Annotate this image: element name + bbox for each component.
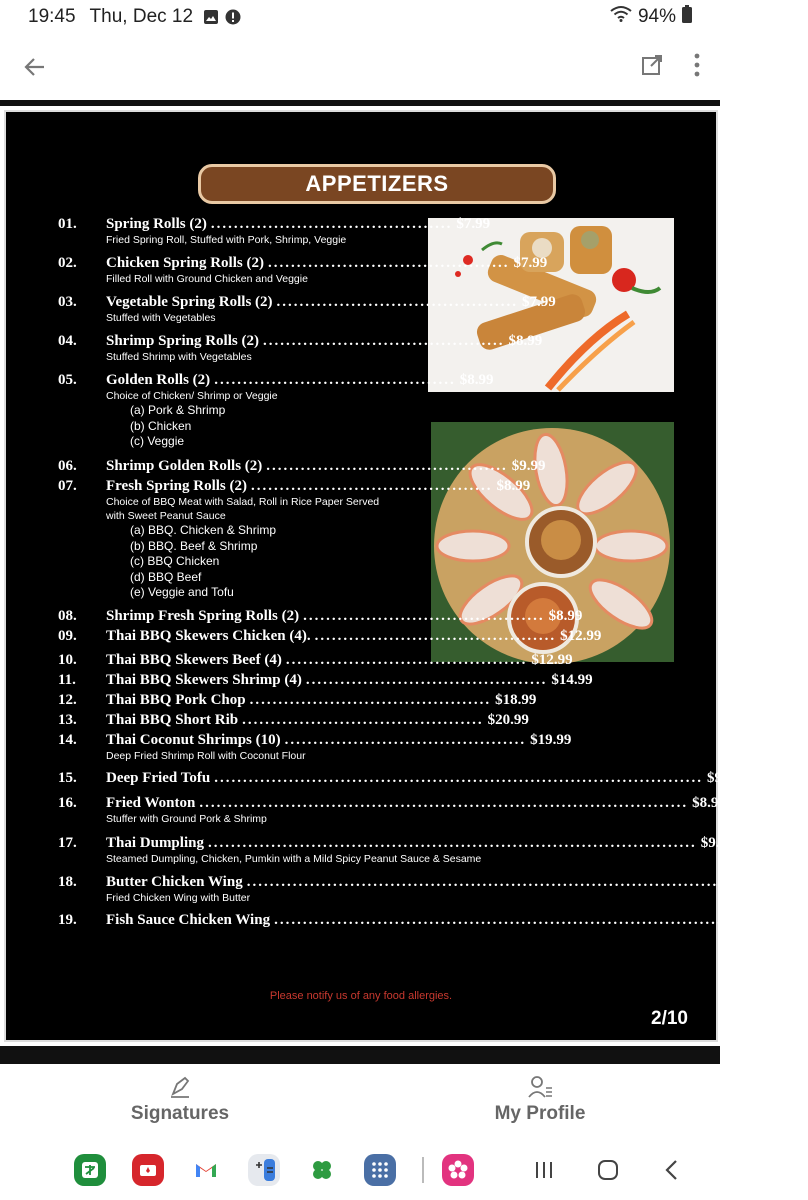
menu-item: 08. Shrimp Fresh Spring Rolls (2) .......................................... $8.99 — [58, 608, 583, 624]
item-name: Fried Wonton — [106, 795, 196, 811]
item-name: Thai Coconut Shrimps (10) — [106, 732, 281, 748]
item-price: $7.99 — [513, 255, 548, 271]
menu-item: 18. Butter Chicken Wing ..................................................................................... $13.99 Fried Chicken Wing with Butter — [58, 874, 781, 904]
item-description: Stuffed with Vegetables — [106, 312, 216, 324]
item-number: 11. — [58, 672, 76, 688]
item-name: Golden Rolls (2) — [106, 372, 211, 388]
item-number: 13. — [58, 712, 77, 728]
item-name: Butter Chicken Wing — [106, 874, 243, 890]
item-name: Deep Fried Tofu — [106, 770, 211, 786]
item-price: $8.99 — [692, 795, 726, 811]
item-option: (d) BBQ Beef — [130, 569, 202, 584]
item-price: $13.99 — [739, 874, 781, 890]
item-number: 02. — [58, 255, 77, 271]
open-external-button[interactable] — [640, 53, 664, 82]
wifi-icon — [610, 6, 632, 28]
item-name: Thai BBQ Skewers Chicken (4). — [106, 628, 311, 644]
item-name: Shrimp Fresh Spring Rolls (2) — [106, 608, 300, 624]
item-name: Thai BBQ Skewers Beef (4) — [106, 652, 282, 668]
item-name: Thai BBQ Skewers Shrimp (4) — [106, 672, 302, 688]
item-number: 16. — [58, 795, 77, 811]
menu-item: 15. Deep Fried Tofu ..................................................................................... $9.99 — [58, 770, 741, 786]
clock: 19:45 — [28, 6, 76, 27]
item-price: $20.99 — [487, 712, 529, 728]
system-back-button[interactable] — [652, 1159, 692, 1181]
item-number: 15. — [58, 770, 77, 786]
item-price: $18.99 — [495, 692, 537, 708]
menu-item: 03. Vegetable Spring Rolls (2) .......................................... $7.99 Stuffed with Vegetables — [58, 294, 556, 324]
document-top-edge — [0, 100, 720, 106]
menu-item: 16. Fried Wonton ..................................................................................... $8.99 Stuffer with Ground Pork & Shrimp — [58, 795, 726, 825]
item-option: (b) BBQ. Beef & Shrimp — [130, 538, 258, 553]
item-price: $9.99 — [706, 770, 741, 786]
blossom-app-icon[interactable] — [442, 1154, 474, 1186]
item-name: Vegetable Spring Rolls (2) — [106, 294, 273, 310]
item-price: $9.99 — [700, 835, 735, 851]
system-taskbar — [0, 1140, 720, 1200]
status-bar — [0, 0, 720, 34]
item-number: 05. — [58, 372, 77, 388]
item-price: $13.99 — [766, 912, 808, 928]
item-number: 12. — [58, 692, 77, 708]
item-description: with Sweet Peanut Sauce — [106, 510, 226, 522]
app-drawer-icon[interactable] — [364, 1154, 396, 1186]
item-price: $8.99 — [459, 372, 494, 388]
menu-item: 10. Thai BBQ Skewers Beef (4) .......................................... $12.99 — [58, 652, 573, 668]
calculator-app-icon[interactable] — [248, 1154, 280, 1186]
menu-item: 06. Shrimp Golden Rolls (2) .......................................... $9.99 — [58, 458, 546, 474]
item-name: Shrimp Golden Rolls (2) — [106, 458, 263, 474]
item-number: 03. — [58, 294, 77, 310]
item-number: 17. — [58, 835, 77, 851]
date: Thu, Dec 12 — [89, 6, 194, 27]
home-button[interactable] — [588, 1158, 628, 1182]
clover-app-icon[interactable] — [306, 1154, 338, 1186]
recent-apps-button[interactable] — [524, 1159, 564, 1181]
home-icon — [596, 1158, 620, 1182]
item-price: $14.99 — [551, 672, 593, 688]
item-name: Fresh Spring Rolls (2) — [106, 478, 247, 494]
item-name: Fish Sauce Chicken Wing — [106, 912, 271, 928]
item-price: $19.99 — [530, 732, 572, 748]
item-description: Fried Spring Roll, Stuffed with Pork, Shrimp, Veggie — [106, 234, 347, 246]
menu-item: 17. Thai Dumpling ..................................................................................... $9.99 Steamed Dumpling, Chicken, Pumkin with a Mild Spicy Peanut Sauce & Sesame — [58, 835, 735, 865]
battery-level: 94% — [637, 6, 676, 27]
arrow-left-icon — [23, 55, 47, 79]
more-options-button[interactable] — [694, 53, 700, 82]
item-price: $9.99 — [511, 458, 546, 474]
item-number: 09. — [58, 628, 77, 644]
item-price: $12.99 — [560, 628, 602, 644]
item-description: Deep Fried Shrimp Roll with Coconut Flour — [106, 750, 306, 762]
alert-notification-icon — [225, 9, 241, 25]
menu-page[interactable] — [4, 110, 808, 1042]
item-number: 08. — [58, 608, 77, 624]
item-option: (c) BBQ Chicken — [130, 554, 220, 568]
item-price: $8.99 — [548, 608, 583, 624]
item-number: 10. — [58, 652, 77, 668]
menu-item: 12. Thai BBQ Pork Chop .......................................... $18.99 — [58, 692, 537, 708]
item-price: $7.99 — [522, 294, 556, 310]
item-number: 18. — [58, 874, 77, 890]
signature-pen-icon — [168, 1075, 192, 1099]
gmail-icon[interactable] — [190, 1154, 222, 1186]
item-description: Stuffer with Ground Pork & Shrimp — [106, 813, 267, 825]
item-description: Fried Chicken Wing with Butter — [106, 892, 251, 904]
tab-my-profile[interactable] — [360, 1064, 720, 1136]
menu-item: 02. Chicken Spring Rolls (2) .......................................... $7.99 Filled Roll with Ground Chicken and Veggie — [58, 255, 548, 285]
tab-my-profile-label: My Profile — [494, 1103, 586, 1124]
item-price: $8.99 — [508, 333, 543, 349]
item-price: $12.99 — [531, 652, 573, 668]
item-option: (e) Veggie and Tofu — [130, 585, 234, 599]
menu-item: 11. Thai BBQ Skewers Shrimp (4) .......................................... $14.99 — [58, 672, 593, 688]
item-description: Filled Roll with Ground Chicken and Veggie — [106, 273, 308, 285]
item-name: Thai BBQ Short Rib — [106, 712, 239, 728]
menu-item: 14. Thai Coconut Shrimps (10) .......................................... $19.99 Deep Fried Shrimp Roll with Coconut Flour — [58, 732, 572, 762]
tab-signatures[interactable] — [0, 1064, 360, 1136]
item-price: $7.99 — [456, 216, 491, 232]
item-price: $8.99 — [496, 478, 531, 494]
menu-item: 19. Fish Sauce Chicken Wing ..................................................................................... $13.99 — [58, 912, 808, 928]
bottom-navigation — [0, 1064, 720, 1136]
item-name: Shrimp Spring Rolls (2) — [106, 333, 259, 349]
app-bar — [0, 34, 720, 100]
battery-icon — [682, 5, 692, 29]
menu-item: 07. Fresh Spring Rolls (2) .......................................... $8.99 Choice of BBQ Meat with Salad, Roll in Rice Paper Served with Sweet Peanut Sauce (a) BBQ. Chicken & Shrimp (b) BBQ. Beef & Shrimp (c) BBQ Chicken (d) BBQ Beef (e) Veggie and Tofu — [58, 478, 531, 599]
item-description: Choice of BBQ Meat with Salad, Roll in Rice Paper Served — [106, 496, 380, 508]
tab-signatures-label: Signatures — [130, 1103, 230, 1124]
item-number: 14. — [58, 732, 77, 748]
profile-icon — [527, 1075, 553, 1099]
item-name: Thai Dumpling — [106, 835, 204, 851]
document-bottom-edge — [0, 1046, 720, 1064]
open-external-icon — [640, 53, 664, 77]
canada-app-icon[interactable] — [132, 1154, 164, 1186]
item-name: Spring Rolls (2) — [106, 216, 207, 232]
gallery-notification-icon — [203, 9, 219, 25]
item-number: 19. — [58, 912, 77, 928]
item-option: (a) BBQ. Chicken & Shrimp — [130, 523, 277, 537]
recents-icon — [533, 1159, 555, 1181]
chevron-left-icon — [661, 1159, 683, 1181]
item-option: (b) Chicken — [130, 418, 192, 433]
item-number: 06. — [58, 458, 77, 474]
menu-item: 04. Shrimp Spring Rolls (2) .......................................... $8.99 Stuffed Shrimp with Vegetables — [58, 333, 543, 363]
item-option: (c) Veggie — [130, 434, 185, 448]
translate-app-icon[interactable] — [74, 1154, 106, 1186]
kebab-icon — [694, 53, 700, 77]
menu-item: 09. Thai BBQ Skewers Chicken (4). .......................................... $12.99 — [58, 628, 602, 644]
menu-item: 13. Thai BBQ Short Rib .......................................... $20.99 — [58, 712, 529, 728]
item-option: (a) Pork & Shrimp — [130, 403, 226, 417]
menu-item: 01. Spring Rolls (2) .......................................... $7.99 Fried Spring Roll, Stuffed with Pork, Shrimp, Veggie — [58, 216, 491, 246]
item-number: 04. — [58, 333, 77, 349]
taskbar-separator — [422, 1157, 424, 1183]
item-number: 07. — [58, 478, 77, 494]
menu-item: 05. Golden Rolls (2) .......................................... $8.99 Choice of Chicken/ Shrimp or Veggie (a) Pork & Shrimp (b) Chicken (c) Veggie — [58, 372, 494, 448]
item-description: Stuffed Shrimp with Vegetables — [106, 351, 252, 363]
back-button[interactable] — [20, 52, 50, 82]
item-name: Chicken Spring Rolls (2) — [106, 255, 264, 271]
section-banner: APPETIZERS — [198, 164, 556, 204]
allergy-notice: Please notify us of any food allergies. — [269, 990, 453, 1002]
item-description: Choice of Chicken/ Shrimp or Veggie — [106, 390, 278, 402]
page-indicator: 2/10 — [651, 1008, 688, 1029]
item-name: Thai BBQ Pork Chop — [106, 692, 246, 708]
item-description: Steamed Dumpling, Chicken, Pumkin with a Mild Spicy Peanut Sauce & Sesame — [106, 853, 482, 865]
item-number: 01. — [58, 216, 77, 232]
